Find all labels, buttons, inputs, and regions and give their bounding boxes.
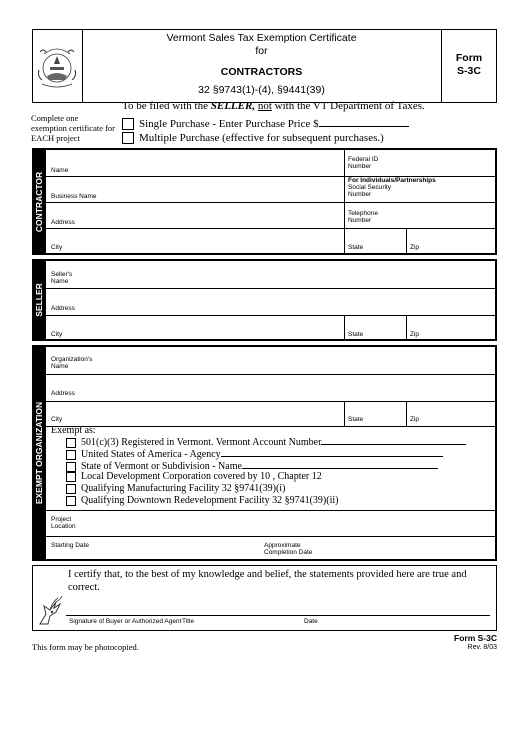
exempt-option-checkbox[interactable] [66, 484, 76, 494]
exempt-option-checkbox[interactable] [66, 472, 76, 482]
contractor-zip-label: Zip [410, 244, 420, 251]
contractor-city-label: City [51, 244, 63, 251]
statute-reference: 32 §9743(1)-(4), §9441(39) [198, 84, 325, 96]
org-name-label: Organization's Name [51, 356, 93, 370]
form-subtitle: CONTRACTORS [220, 66, 303, 78]
contractor-name-label: Name [51, 167, 69, 174]
single-purchase-option[interactable]: Single Purchase - Enter Purchase Price $ [122, 117, 409, 130]
federal-id-label: Federal ID Number [348, 156, 379, 170]
org-state-label: State [348, 416, 364, 423]
seller-section [32, 259, 497, 341]
org-zip-label: Zip [410, 416, 420, 423]
contractor-address-label: Address [51, 219, 75, 226]
filing-instruction: To be filed with the SELLER, not with the VT Department of Taxes. [122, 100, 425, 112]
deer-logo-icon [36, 594, 64, 626]
project-location-label: Project Location [51, 516, 76, 530]
form-title-for: for [255, 45, 268, 57]
date-label: Date [304, 618, 318, 625]
single-purchase-checkbox[interactable] [122, 118, 134, 130]
exempt-as-label: Exempt as: [51, 425, 96, 436]
exempt-option-manufacturing[interactable]: Qualifying Manufacturing Facility 32 §9741(39)(i) [66, 483, 285, 494]
seller-zip-label: Zip [410, 331, 420, 338]
exempt-option-501c3[interactable]: 501(c)(3) Registered in Vermont. Vermont Account Number [66, 435, 466, 448]
footer-form-number: Form S-3C [454, 633, 497, 643]
form-label: Form [455, 52, 483, 64]
seller-state-label: State [348, 331, 364, 338]
certification-statement: I certify that, to the best of my knowledge and belief, the statements provided here are true and correct. [68, 569, 467, 593]
signature-line[interactable] [66, 615, 490, 616]
form-title: Vermont Sales Tax Exemption Certificate [166, 32, 357, 44]
org-city-label: City [51, 416, 63, 423]
exempt-option-usa-agency[interactable]: United States of America - Agency [66, 447, 443, 460]
seller-city-label: City [51, 331, 63, 338]
vermont-seal-icon [36, 40, 78, 90]
exempt-option-checkbox[interactable] [66, 496, 76, 506]
individuals-label: For Individuals/Partnerships [348, 177, 436, 184]
seller-address-label: Address [51, 305, 75, 312]
org-address-label: Address [51, 390, 75, 397]
purchase-price-field[interactable] [319, 117, 409, 127]
signature-label: Signature of Buyer or Authorized Agent [69, 618, 182, 625]
exempt-org-sidebar: EXEMPT ORGANIZATION [32, 345, 46, 561]
starting-date-label: Starting Date [51, 542, 89, 549]
completion-date-label: Approximate Completion Date [264, 542, 313, 556]
business-name-label: Business Name [51, 193, 97, 200]
exempt-option-local-development[interactable]: Local Development Corporation covered by 10 , Chapter 12 [66, 471, 322, 482]
contractor-sidebar: CONTRACTOR [32, 148, 46, 255]
form-number: S-3C [457, 65, 481, 77]
seller-sidebar: SELLER [32, 259, 46, 341]
contractor-state-label: State [348, 244, 364, 251]
exempt-option-state-vermont[interactable]: State of Vermont or Subdivision - Name [66, 459, 438, 472]
photocopy-note: This form may be photocopied. [32, 642, 139, 652]
multiple-purchase-option[interactable]: Multiple Purchase (effective for subsequent purchases.) [122, 132, 384, 144]
revision-date: Rev. 8/03 [467, 644, 497, 651]
telephone-label: Telephone Number [348, 210, 378, 224]
ssn-label: Social Security Number [348, 184, 391, 198]
seller-name-label: Seller's Name [51, 271, 73, 285]
complete-note: Complete one exemption certificate for EACH project [31, 113, 116, 143]
exempt-option-downtown[interactable]: Qualifying Downtown Redevelopment Facility 32 §9741(39)(ii) [66, 495, 338, 506]
multiple-purchase-checkbox[interactable] [122, 132, 134, 144]
title-label: Title [182, 618, 195, 625]
